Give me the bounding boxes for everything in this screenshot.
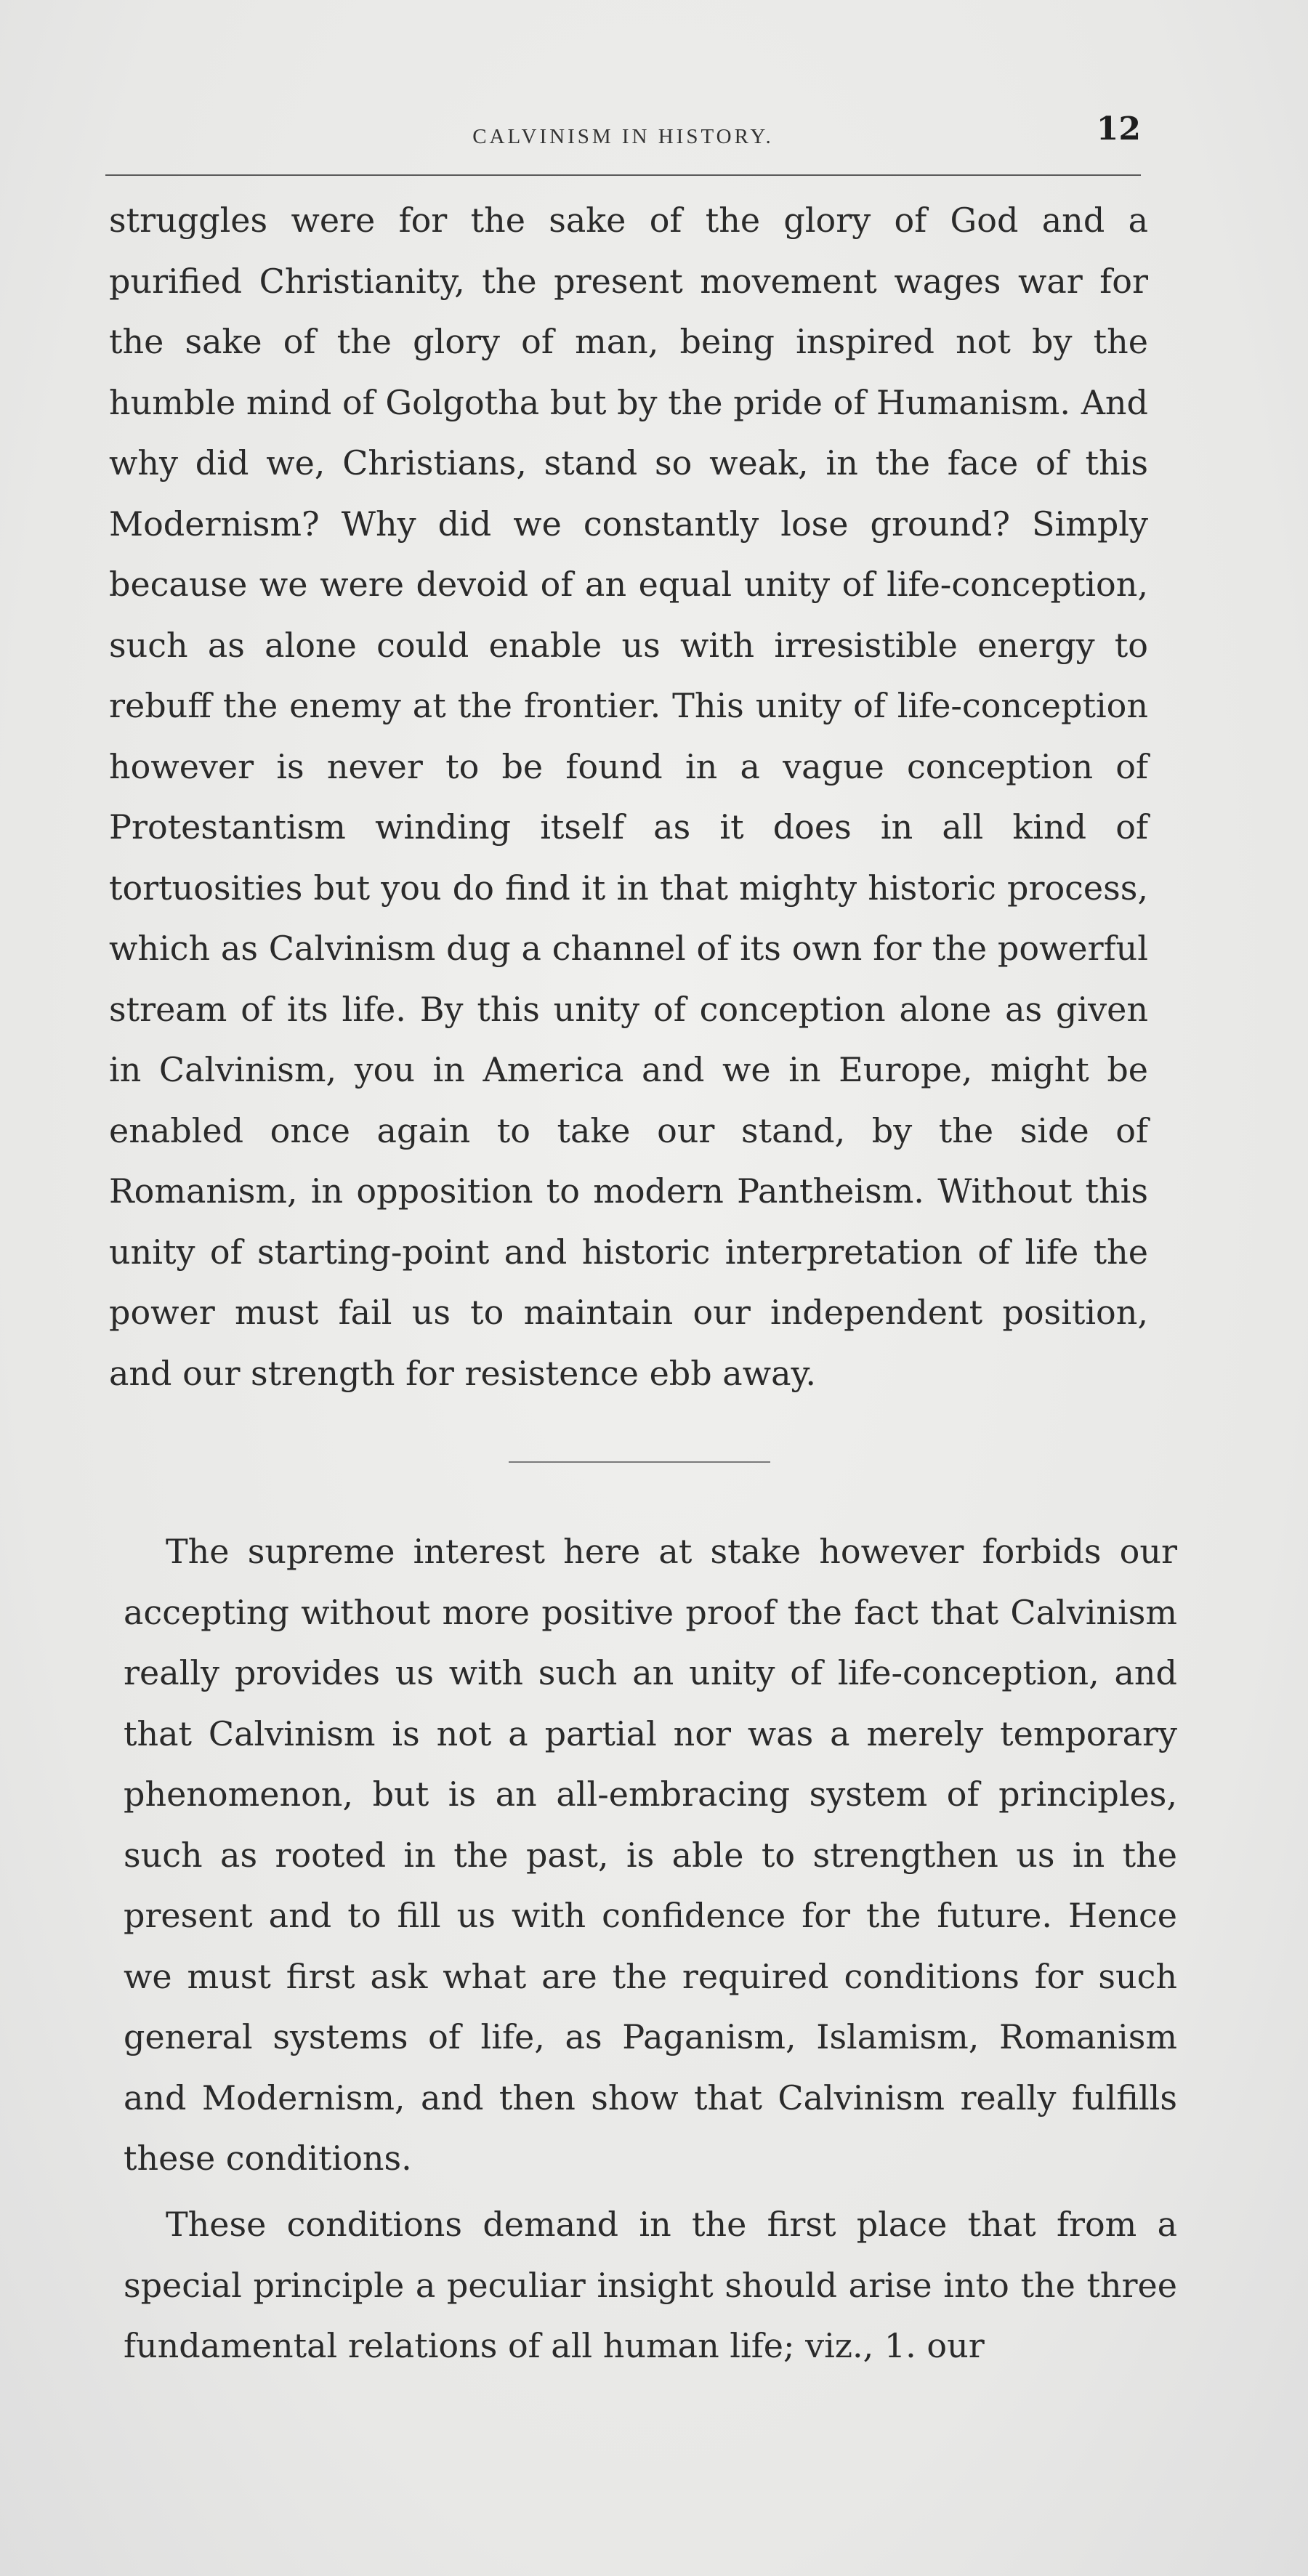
paragraph-supreme-interest: The supreme interest here at stake however forbids our accepting without more positive proof the fact that Calvinism really provides us with such an unity of life-conception, and that Calvinism is not a partial nor was a merely temporary phenomenon, but is an all-embracing system of principles, such as rooted in the past, is able to strengthen us in the present and to fill us with confidence for the future. Hence we must first ask what are the required conditions for such general systems of life, as Paganism, Islamism, Romanism and Modernism, and then show that Calvinism really fulfills these conditions.: [124, 1532, 1177, 2178]
running-header: [105, 109, 1141, 176]
paragraph-conditions: These conditions demand in the first place that from a special principle a peculiar insight should arise into the three fundamental relations of all human life; viz., 1. our: [124, 2205, 1177, 2365]
paragraph-continued: struggles were for the sake of the glory of God and a purified Christianity, the present movement wages war for the sake of the glory of man, being inspired not by the humble mind of Golgotha but by the pride of Humanism. And why did we, Christians, stand so weak, in the face of this Modernism? Why did we constantly lose ground? Simply because we were devoid of an equal unity of life-conception, such as alone could enable us with irresistible energy to rebuff the enemy at the frontier. This unity of life-conception however is never to be found in a vague conception of Protestantism winding itself as it does in all kind of tortuosities but you do find it in that mighty historic process, which as Calvinism dug a channel of its own for the powerful stream of its life. By this unity of conception alone as given in Calvinism, you in America and we in Europe, might be enabled once again to take our stand, by the side of Romanism, in opposition to modern Pantheism. Without this unity of starting-point and historic interpretation of life the power must fail us to maintain our independent position, and our strength for resistence ebb away.: [109, 201, 1148, 1393]
page-number: 12: [1096, 110, 1141, 148]
section-divider: [509, 1461, 770, 1463]
running-title: CALVINISM IN HISTORY.: [472, 125, 774, 148]
